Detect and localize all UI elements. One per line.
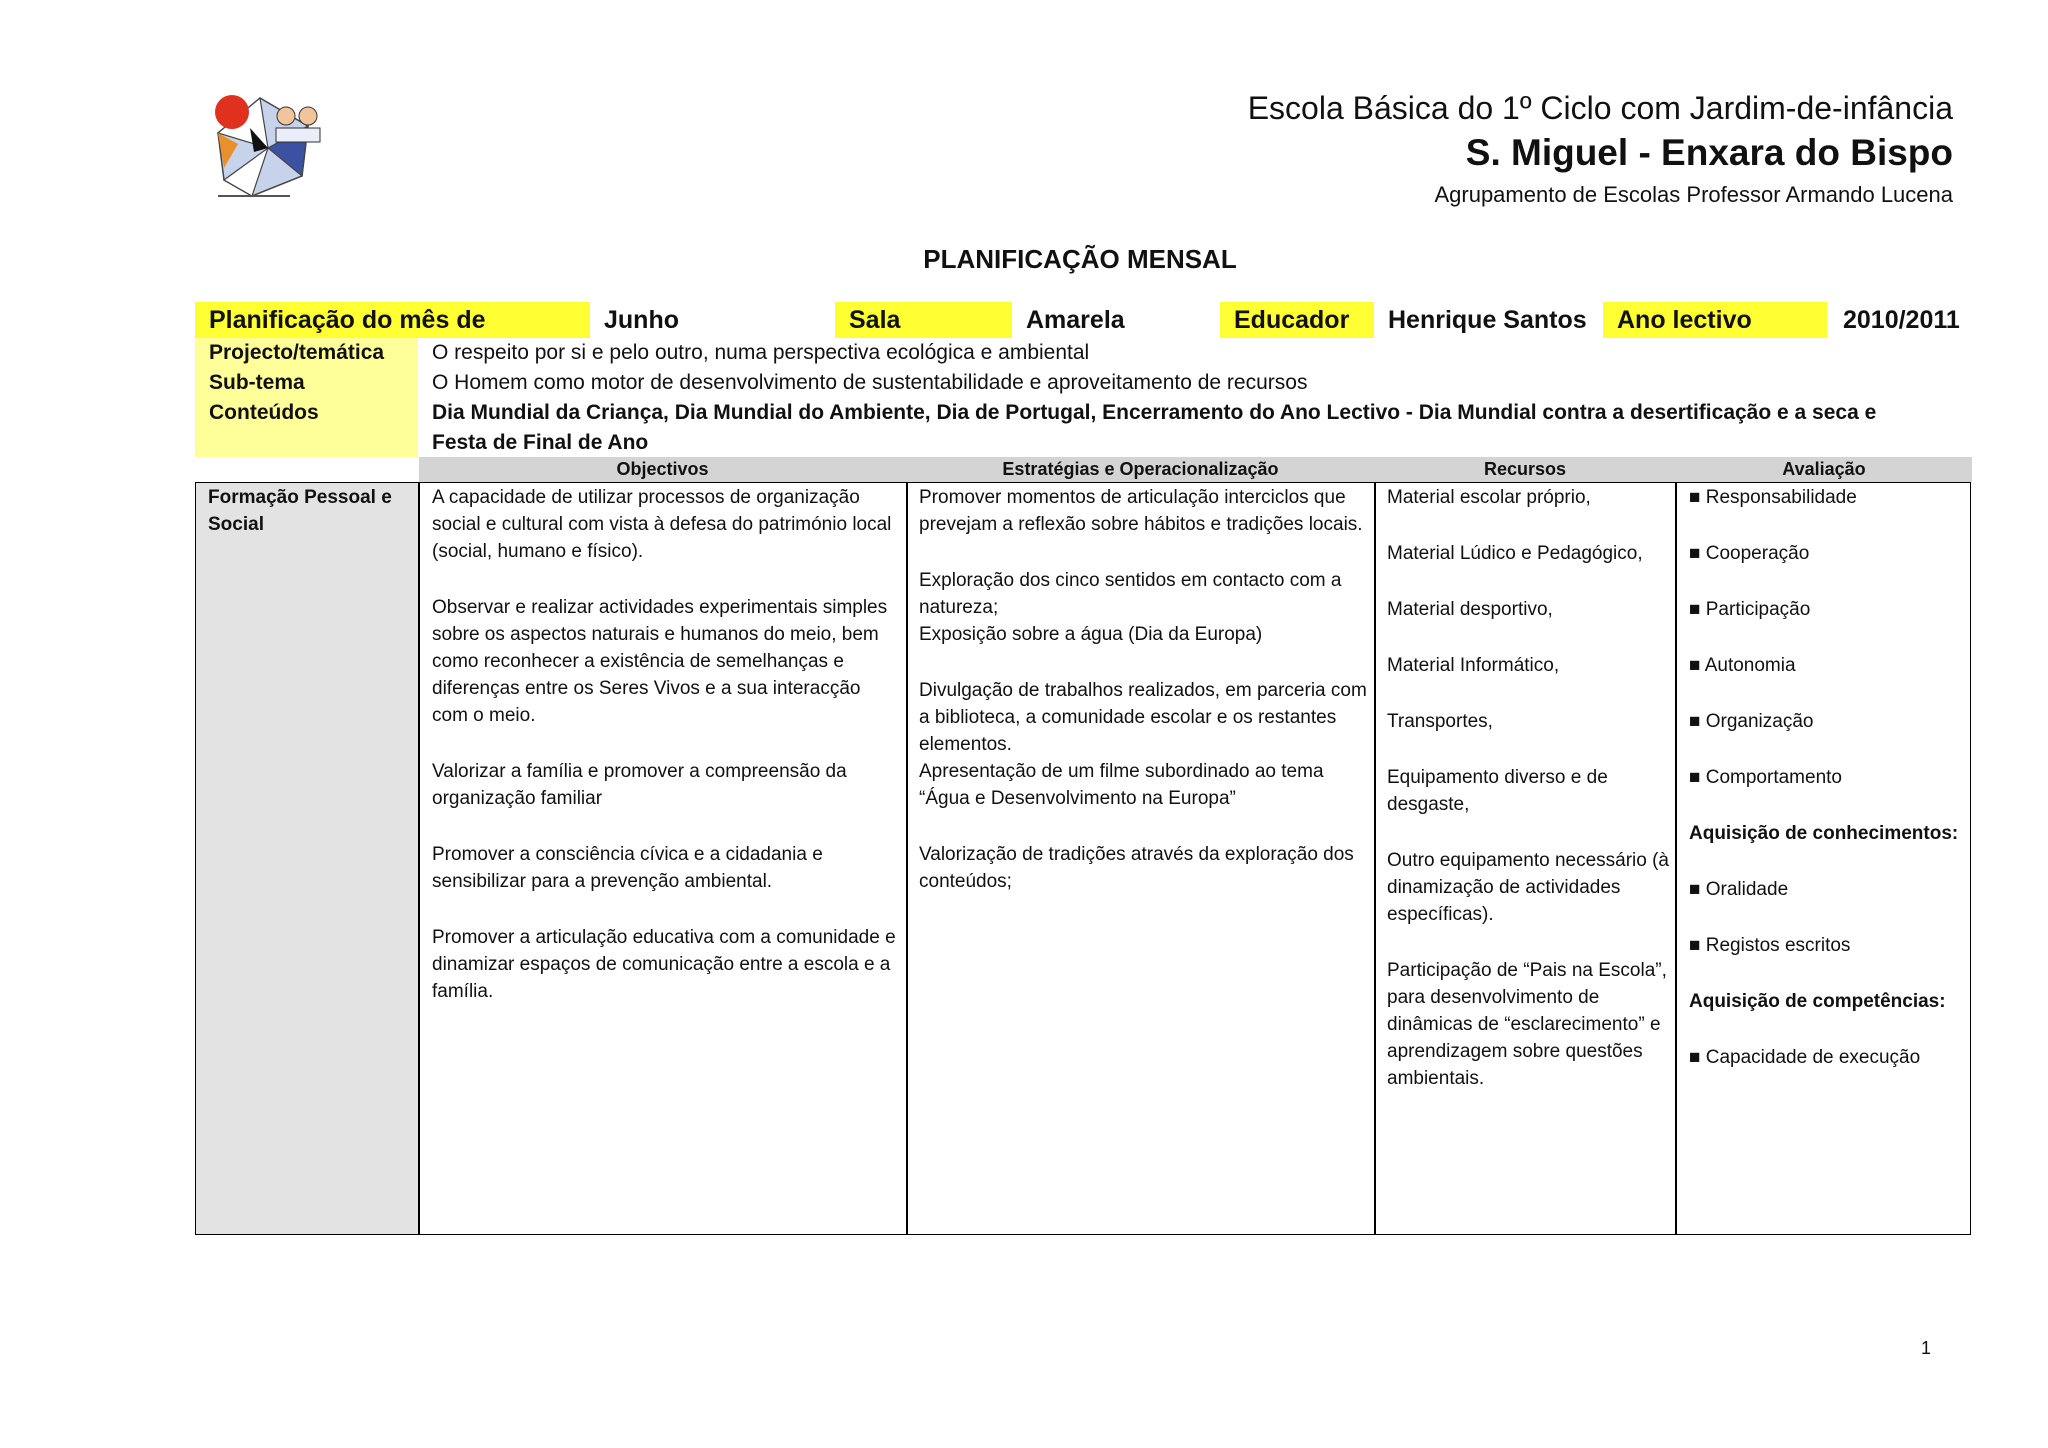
objective-item: A capacidade de utilizar processos de organização social e cultural com vista à defesa do património local (social, humano e físico). [432, 487, 892, 562]
strategy-item: Exploração dos cinco sentidos em contacto com a natureza; [919, 570, 1342, 618]
objective-item: Promover a consciência cívica e a cidadania e sensibilizar para a prevenção ambiental. [432, 844, 823, 892]
school-year-label: Ano lectivo [1603, 302, 1827, 338]
school-group: Agrupamento de Escolas Professor Armando Lucena [1434, 182, 1953, 207]
strategy-item: Valorização de tradições através da exploração dos conteúdos; [919, 844, 1354, 892]
room-value: Amarela [1026, 306, 1125, 334]
resource-item: Equipamento diverso e de desgaste, [1387, 767, 1608, 815]
resource-item: Participação de “Pais na Escola”, para desenvolvimento de dinâmicas de “esclarecimento” e aprendizagem sobre questões ambientais. [1387, 960, 1667, 1089]
column-divider [1374, 482, 1376, 1235]
evaluation-item: ■ Capacidade de execução [1689, 1047, 1921, 1068]
educator-label: Educador [1220, 302, 1374, 338]
school-year-value: 2010/2011 [1843, 306, 1960, 334]
resource-item: Material escolar próprio, [1387, 487, 1591, 508]
resources-cell [1387, 484, 1669, 1121]
school-logo [210, 88, 325, 203]
resource-item: Material Informático, [1387, 655, 1560, 676]
subtheme-label: Sub-tema [209, 371, 305, 394]
evaluation-item: ■ Participação [1689, 599, 1811, 620]
strategy-item: Apresentação de um filme subordinado ao tema “Água e Desenvolvimento na Europa” [919, 761, 1324, 809]
evaluation-cell [1689, 484, 1967, 1100]
objective-item: Valorizar a família e promover a compreensão da organização familiar [432, 761, 847, 809]
resource-item: Outro equipamento necessário (à dinamização de actividades específicas). [1387, 850, 1669, 925]
strategy-item: Exposição sobre a água (Dia da Europa) [919, 624, 1263, 645]
evaluation-item: ■ Organização [1689, 711, 1814, 732]
column-header-resources: Recursos [1483, 459, 1567, 479]
evaluation-item: ■ Registos escritos [1689, 935, 1851, 956]
resource-item: Transportes, [1387, 711, 1493, 732]
strategies-cell [919, 484, 1367, 924]
evaluation-item: ■ Cooperação [1689, 543, 1810, 564]
objectives-cell [432, 484, 897, 1034]
column-header-objectives: Objectivos [616, 459, 709, 479]
column-divider [418, 482, 420, 1235]
column-divider [1675, 482, 1677, 1235]
contents-label: Conteúdos [209, 401, 319, 424]
evaluation-item: ■ Autonomia [1689, 655, 1796, 676]
column-header-evaluation: Avaliação [1782, 459, 1866, 479]
resource-item: Material Lúdico e Pedagógico, [1387, 543, 1643, 564]
subtheme-value: O Homem como motor de desenvolvimento de sustentabilidade e aproveitamento de recursos [432, 371, 1308, 394]
school-name: S. Miguel - Enxara do Bispo [1465, 132, 1953, 173]
month-value: Junho [604, 306, 679, 334]
objective-item: Observar e realizar actividades experimentais simples sobre os aspectos naturais e humanos do meio, bem como reconhecer a existência de semelhanças e diferenças entre os Seres Vivos e a sua interacção com o meio. [432, 597, 888, 726]
evaluation-item: ■ Responsabilidade [1689, 487, 1857, 508]
strategy-item: Divulgação de trabalhos realizados, em parceria com a biblioteca, a comunidade escolar e os restantes elementos. [919, 680, 1367, 755]
project-value: O respeito por si e pelo outro, numa perspectiva ecológica e ambiental [432, 341, 1090, 364]
evaluation-heading-knowledge: Aquisição de conhecimentos: [1689, 823, 1959, 844]
resource-item: Material desportivo, [1387, 599, 1553, 620]
column-header-strategies: Estratégias e Operacionalização [1002, 459, 1279, 479]
document-title: PLANIFICAÇÃO MENSAL [923, 244, 1237, 274]
contents-value-line1: Dia Mundial da Criança, Dia Mundial do Ambiente, Dia de Portugal, Encerramento do Ano Lectivo - Dia Mundial contra a desertificação e a seca e [432, 401, 1877, 424]
school-type: Escola Básica do 1º Ciclo com Jardim-de-infância [1247, 90, 1953, 126]
area-title: Formação Pessoal e Social [208, 487, 392, 535]
strategy-item: Promover momentos de articulação interciclos que prevejam a reflexão sobre hábitos e tradições locais. [919, 487, 1363, 535]
objective-item: Promover a articulação educativa com a comunidade e dinamizar espaços de comunicação entre a escola e a família. [432, 927, 896, 1002]
evaluation-item: ■ Comportamento [1689, 767, 1842, 788]
room-label: Sala [835, 302, 1012, 338]
page-number: 1 [1920, 1338, 1931, 1358]
evaluation-heading-skills: Aquisição de competências: [1689, 991, 1946, 1012]
evaluation-item: ■ Oralidade [1689, 879, 1789, 900]
month-label: Planificação do mês de [195, 302, 590, 338]
contents-value-line2: Festa de Final de Ano [432, 431, 649, 454]
project-label: Projecto/temática [209, 341, 385, 364]
column-divider [906, 482, 908, 1235]
educator-value: Henrique Santos [1388, 306, 1587, 334]
school-header [1248, 88, 1953, 212]
